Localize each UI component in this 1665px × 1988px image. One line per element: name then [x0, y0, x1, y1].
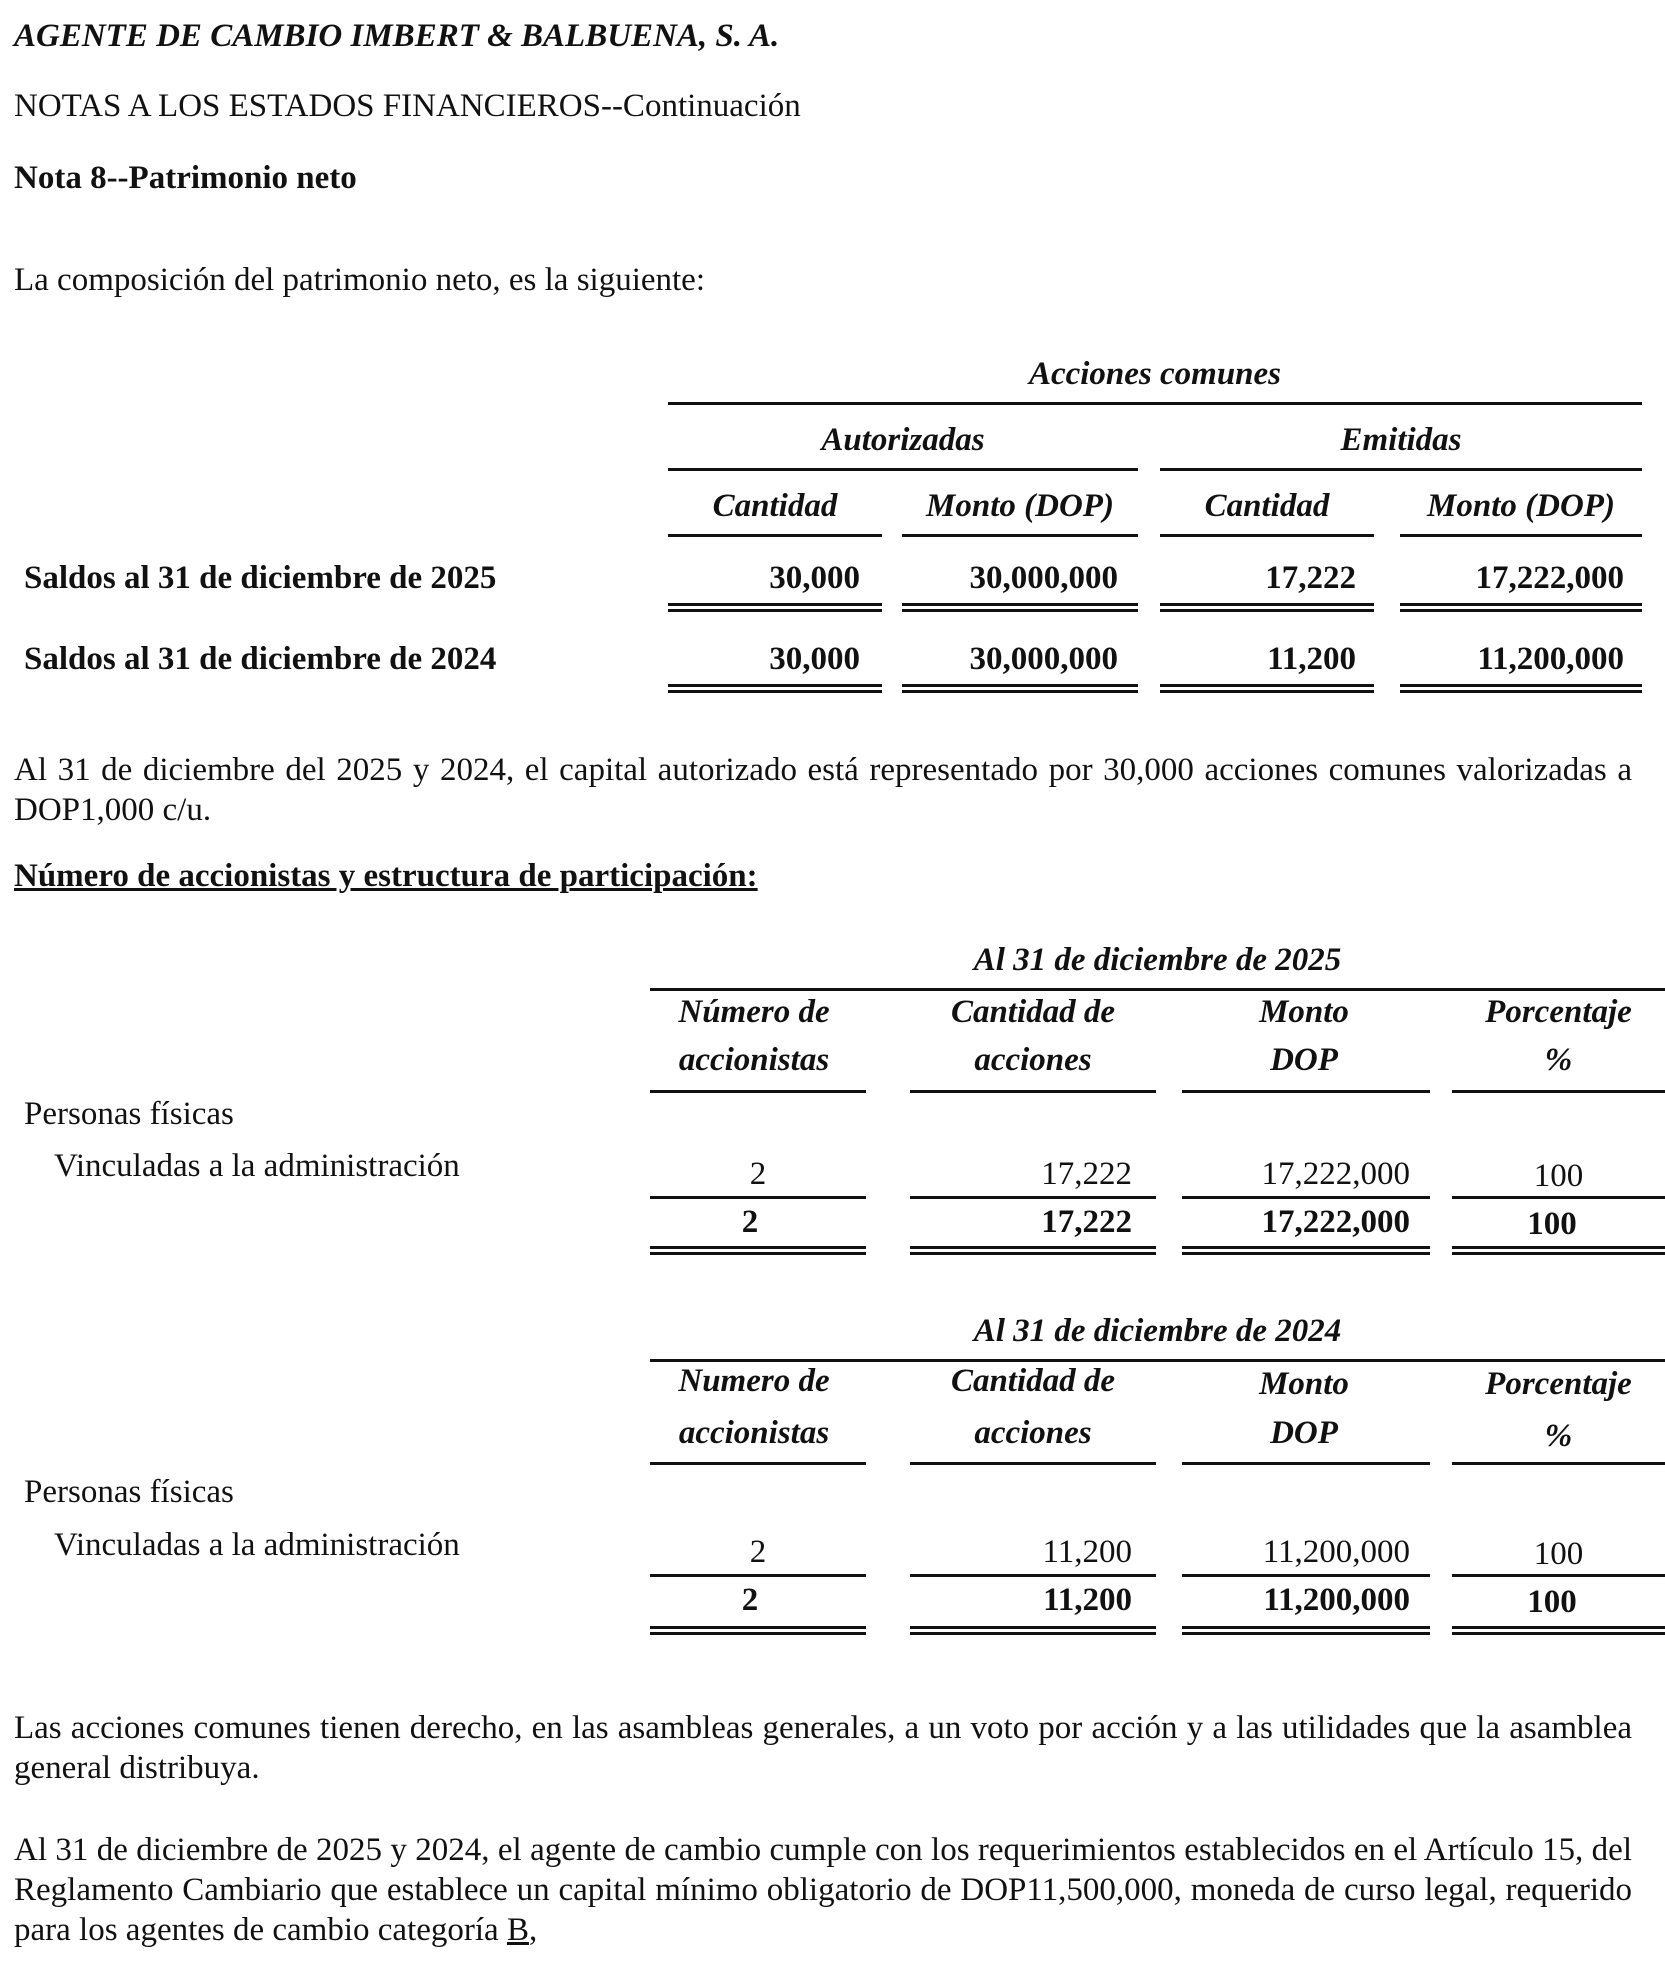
divider	[668, 534, 882, 537]
cell-value: 17,222,000	[1475, 560, 1624, 596]
intro-text: La composición del patrimonio neto, es la siguiente:	[14, 262, 706, 298]
cell-value: 17,222,000	[1261, 1156, 1410, 1192]
column-header: accionistas	[678, 1415, 830, 1451]
double-underline	[910, 1246, 1156, 1255]
total-value: 11,200	[1043, 1582, 1132, 1618]
divider	[910, 1090, 1156, 1093]
cell-value: 17,222	[1265, 560, 1356, 596]
double-underline	[910, 1626, 1156, 1635]
total-value: 11,200,000	[1263, 1582, 1410, 1618]
divider	[650, 1090, 866, 1093]
cell-value: 100	[1533, 1536, 1584, 1572]
issued-header: Emitidas	[1340, 422, 1462, 458]
shareholders-heading: Número de accionistas y estructura de participación:	[14, 858, 758, 894]
column-header: DOP	[1270, 1042, 1338, 1078]
divider	[1452, 1574, 1665, 1577]
divider	[910, 1196, 1156, 1199]
cell-value: 100	[1533, 1158, 1584, 1194]
cell-value: 2	[749, 1156, 767, 1192]
requirements-text: Al 31 de diciembre de 2025 y 2024, el agente de cambio cumple con los requerimientos establecidos en el Artículo 15, del Reglamento Cambiario que establece un capital mínimo obligatorio de DOP11,500,000, moneda de curso legal, requerido para los agentes de cambio categoría	[14, 1832, 1632, 1948]
double-underline	[1160, 603, 1374, 612]
cell-value: 11,200,000	[1262, 1534, 1410, 1570]
cell-value: 30,000	[769, 641, 860, 677]
column-header: Cantidad de	[950, 994, 1116, 1030]
double-underline	[1452, 1626, 1665, 1635]
requirements-end: ,	[528, 1912, 538, 1948]
row-label: Vinculadas a la administración	[54, 1148, 460, 1184]
column-header: acciones	[974, 1415, 1092, 1451]
category-label: Personas físicas	[24, 1096, 234, 1132]
category-label: Personas físicas	[24, 1474, 234, 1510]
divider	[650, 1574, 866, 1577]
column-header: Monto (DOP)	[1427, 488, 1615, 524]
divider	[1452, 1090, 1665, 1093]
total-value: 17,222,000	[1261, 1204, 1410, 1240]
divider	[1182, 1574, 1430, 1577]
row-label: Saldos al 31 de diciembre de 2025	[24, 560, 497, 596]
table-title: Al 31 de diciembre de 2025	[973, 942, 1342, 978]
divider	[1160, 468, 1642, 471]
double-underline	[1182, 1626, 1430, 1635]
capital-paragraph: Al 31 de diciembre del 2025 y 2024, el capital autorizado está representado por 30,000 acciones comunes valorizadas a DOP1,000 c/u.	[14, 752, 1632, 828]
double-underline	[1400, 684, 1642, 693]
column-header: Monto	[1259, 1366, 1349, 1402]
divider	[1452, 1196, 1665, 1199]
column-header: accionistas	[678, 1042, 830, 1078]
total-value: 2	[741, 1204, 759, 1240]
column-header: Número de	[678, 994, 830, 1030]
divider	[910, 1574, 1156, 1577]
total-value: 100	[1527, 1584, 1577, 1620]
rights-paragraph: Las acciones comunes tienen derecho, en las asambleas generales, a un voto por acción y a las utilidades que la asamblea general distribuya.	[14, 1710, 1632, 1786]
total-value: 17,222	[1041, 1204, 1132, 1240]
double-underline	[902, 603, 1138, 612]
note-title: Nota 8--Patrimonio neto	[14, 160, 357, 196]
column-header: Monto (DOP)	[926, 488, 1114, 524]
column-header: %	[1544, 1042, 1573, 1078]
total-value: 100	[1527, 1206, 1577, 1242]
divider	[650, 1462, 866, 1465]
divider	[1182, 1090, 1430, 1093]
cell-value: 30,000	[769, 560, 860, 596]
double-underline	[668, 684, 882, 693]
row-label: Saldos al 31 de diciembre de 2024	[24, 641, 497, 677]
double-underline	[668, 603, 882, 612]
column-header: DOP	[1270, 1415, 1338, 1451]
column-header: Cantidad	[712, 488, 838, 524]
column-header: Monto	[1259, 994, 1349, 1030]
total-value: 2	[741, 1582, 759, 1618]
double-underline	[1182, 1246, 1430, 1255]
column-header: Porcentaje	[1485, 994, 1632, 1030]
equity-group-header: Acciones comunes	[1028, 356, 1282, 392]
column-header: Porcentaje	[1485, 1366, 1632, 1402]
cell-value: 17,222	[1041, 1156, 1132, 1192]
divider	[1182, 1462, 1430, 1465]
cell-value: 30,000,000	[969, 560, 1118, 596]
double-underline	[650, 1626, 866, 1635]
divider	[1452, 1462, 1665, 1465]
table-title: Al 31 de diciembre de 2024	[973, 1313, 1342, 1349]
cell-value: 30,000,000	[969, 641, 1118, 677]
divider	[1160, 534, 1374, 537]
row-label: Vinculadas a la administración	[54, 1527, 460, 1563]
divider	[650, 1196, 866, 1199]
document-subtitle: NOTAS A LOS ESTADOS FINANCIEROS--Continuación	[14, 88, 801, 124]
double-underline	[1452, 1246, 1665, 1255]
divider	[910, 1462, 1156, 1465]
cell-value: 11,200	[1267, 641, 1356, 677]
column-header: Numero de	[678, 1363, 830, 1399]
divider	[668, 402, 1642, 405]
divider	[1182, 1196, 1430, 1199]
divider	[668, 468, 1138, 471]
column-header: acciones	[974, 1042, 1092, 1078]
column-header: %	[1544, 1418, 1573, 1454]
double-underline	[902, 684, 1138, 693]
double-underline	[1160, 684, 1374, 693]
divider	[902, 534, 1138, 537]
category-letter: B	[506, 1912, 529, 1948]
requirements-paragraph	[14, 1830, 1632, 1950]
cell-value: 2	[749, 1534, 767, 1570]
divider	[1400, 534, 1642, 537]
cell-value: 11,200,000	[1477, 641, 1624, 677]
double-underline	[1400, 603, 1642, 612]
divider	[650, 988, 1665, 991]
double-underline	[650, 1246, 866, 1255]
authorized-header: Autorizadas	[821, 422, 985, 458]
company-name: AGENTE DE CAMBIO IMBERT & BALBUENA, S. A.	[14, 18, 780, 54]
column-header: Cantidad	[1204, 488, 1330, 524]
cell-value: 11,200	[1042, 1534, 1132, 1570]
divider	[650, 1359, 1665, 1362]
column-header: Cantidad de	[950, 1363, 1116, 1399]
